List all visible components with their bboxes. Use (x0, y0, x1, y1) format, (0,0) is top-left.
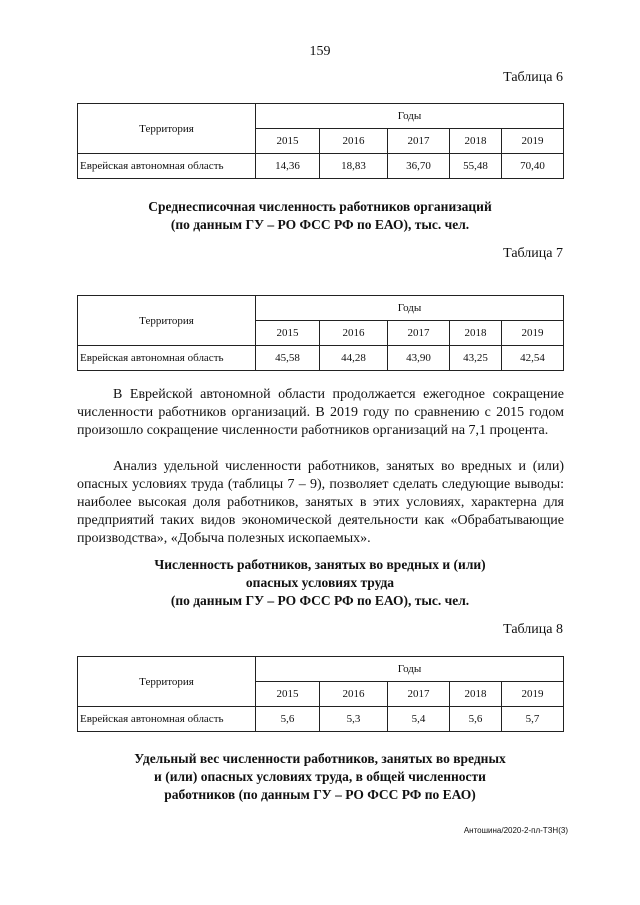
year-cell: 2019 (502, 682, 564, 707)
year-cell: 2017 (388, 321, 450, 346)
territory-cell: Еврейская автономная область (78, 154, 256, 179)
value-cell: 5,4 (388, 707, 450, 732)
value-cell: 5,3 (320, 707, 388, 732)
value-cell: 5,6 (256, 707, 320, 732)
heading-line: Удельный вес численности работников, занятых во вредных (134, 751, 506, 766)
value-cell: 43,25 (450, 346, 502, 371)
years-header: Годы (256, 296, 564, 321)
year-cell: 2019 (502, 321, 564, 346)
year-cell: 2015 (256, 321, 320, 346)
heading-line: работников (по данным ГУ – РО ФСС РФ по ЕАО) (164, 787, 476, 802)
year-cell: 2019 (502, 129, 564, 154)
years-header: Годы (256, 104, 564, 129)
heading-line: (по данным ГУ – РО ФСС РФ по ЕАО), тыс. чел. (170, 217, 470, 232)
year-cell: 2017 (388, 682, 450, 707)
heading-average-employees (70, 198, 570, 234)
territory-header: Территория (78, 296, 256, 346)
paragraph-employee-decline: В Еврейской автономной области продолжается ежегодное сокращение численности работников организаций. В 2019 году по сравнению с 2015 годом произошло сокращение численности работников организаций на 7,1 процента. (77, 387, 564, 438)
territory-header: Территория (78, 104, 256, 154)
heading-share-harmful-conditions (70, 750, 570, 804)
value-cell: 14,36 (256, 154, 320, 179)
table-7 (77, 295, 564, 371)
value-cell: 5,6 (450, 707, 502, 732)
value-cell: 36,70 (388, 154, 450, 179)
heading-line: (по данным ГУ – РО ФСС РФ по ЕАО), тыс. чел. (170, 593, 470, 608)
year-cell: 2017 (388, 129, 450, 154)
heading-line: и (или) опасных условиях труда, в общей численности (154, 769, 486, 784)
year-cell: 2018 (450, 129, 502, 154)
value-cell: 45,58 (256, 346, 320, 371)
value-cell: 18,83 (320, 154, 388, 179)
year-cell: 2015 (256, 129, 320, 154)
year-cell: 2016 (320, 129, 388, 154)
value-cell: 44,28 (320, 346, 388, 371)
heading-line: опасных условиях труда (245, 575, 395, 590)
value-cell: 5,7 (502, 707, 564, 732)
years-header: Годы (256, 657, 564, 682)
year-cell: 2018 (450, 321, 502, 346)
territory-cell: Еврейская автономная область (78, 707, 256, 732)
territory-cell: Еврейская автономная область (78, 346, 256, 371)
table-8-label: Таблица 8 (503, 622, 563, 637)
value-cell: 55,48 (450, 154, 502, 179)
page-number: 159 (309, 44, 331, 59)
year-cell: 2015 (256, 682, 320, 707)
heading-harmful-conditions-employees (70, 556, 570, 610)
year-cell: 2018 (450, 682, 502, 707)
year-cell: 2016 (320, 321, 388, 346)
value-cell: 70,40 (502, 154, 564, 179)
table-6-label: Таблица 6 (503, 70, 563, 85)
table-6 (77, 103, 564, 179)
heading-line: Численность работников, занятых во вредных и (или) (154, 557, 486, 572)
table-7-label: Таблица 7 (503, 246, 563, 261)
value-cell: 42,54 (502, 346, 564, 371)
year-cell: 2016 (320, 682, 388, 707)
territory-header: Территория (78, 657, 256, 707)
value-cell: 43,90 (388, 346, 450, 371)
table-8 (77, 656, 564, 732)
paragraph-harmful-conditions-analysis: Анализ удельной численности работников, занятых во вредных и (или) опасных условиях труда (таблицы 7 – 9), позволяет сделать следующие выводы: наиболее высокая доля работников, занятых в этих условиях, характерна для предприятий таких видов экономической деятельности как «Обрабатывающие производства», «Добыча полезных ископаемых». (77, 459, 564, 546)
document-code: Антошина/2020-2-пл-ТЗН(3) (463, 826, 568, 835)
heading-line: Среднесписочная численность работников организаций (148, 199, 492, 214)
